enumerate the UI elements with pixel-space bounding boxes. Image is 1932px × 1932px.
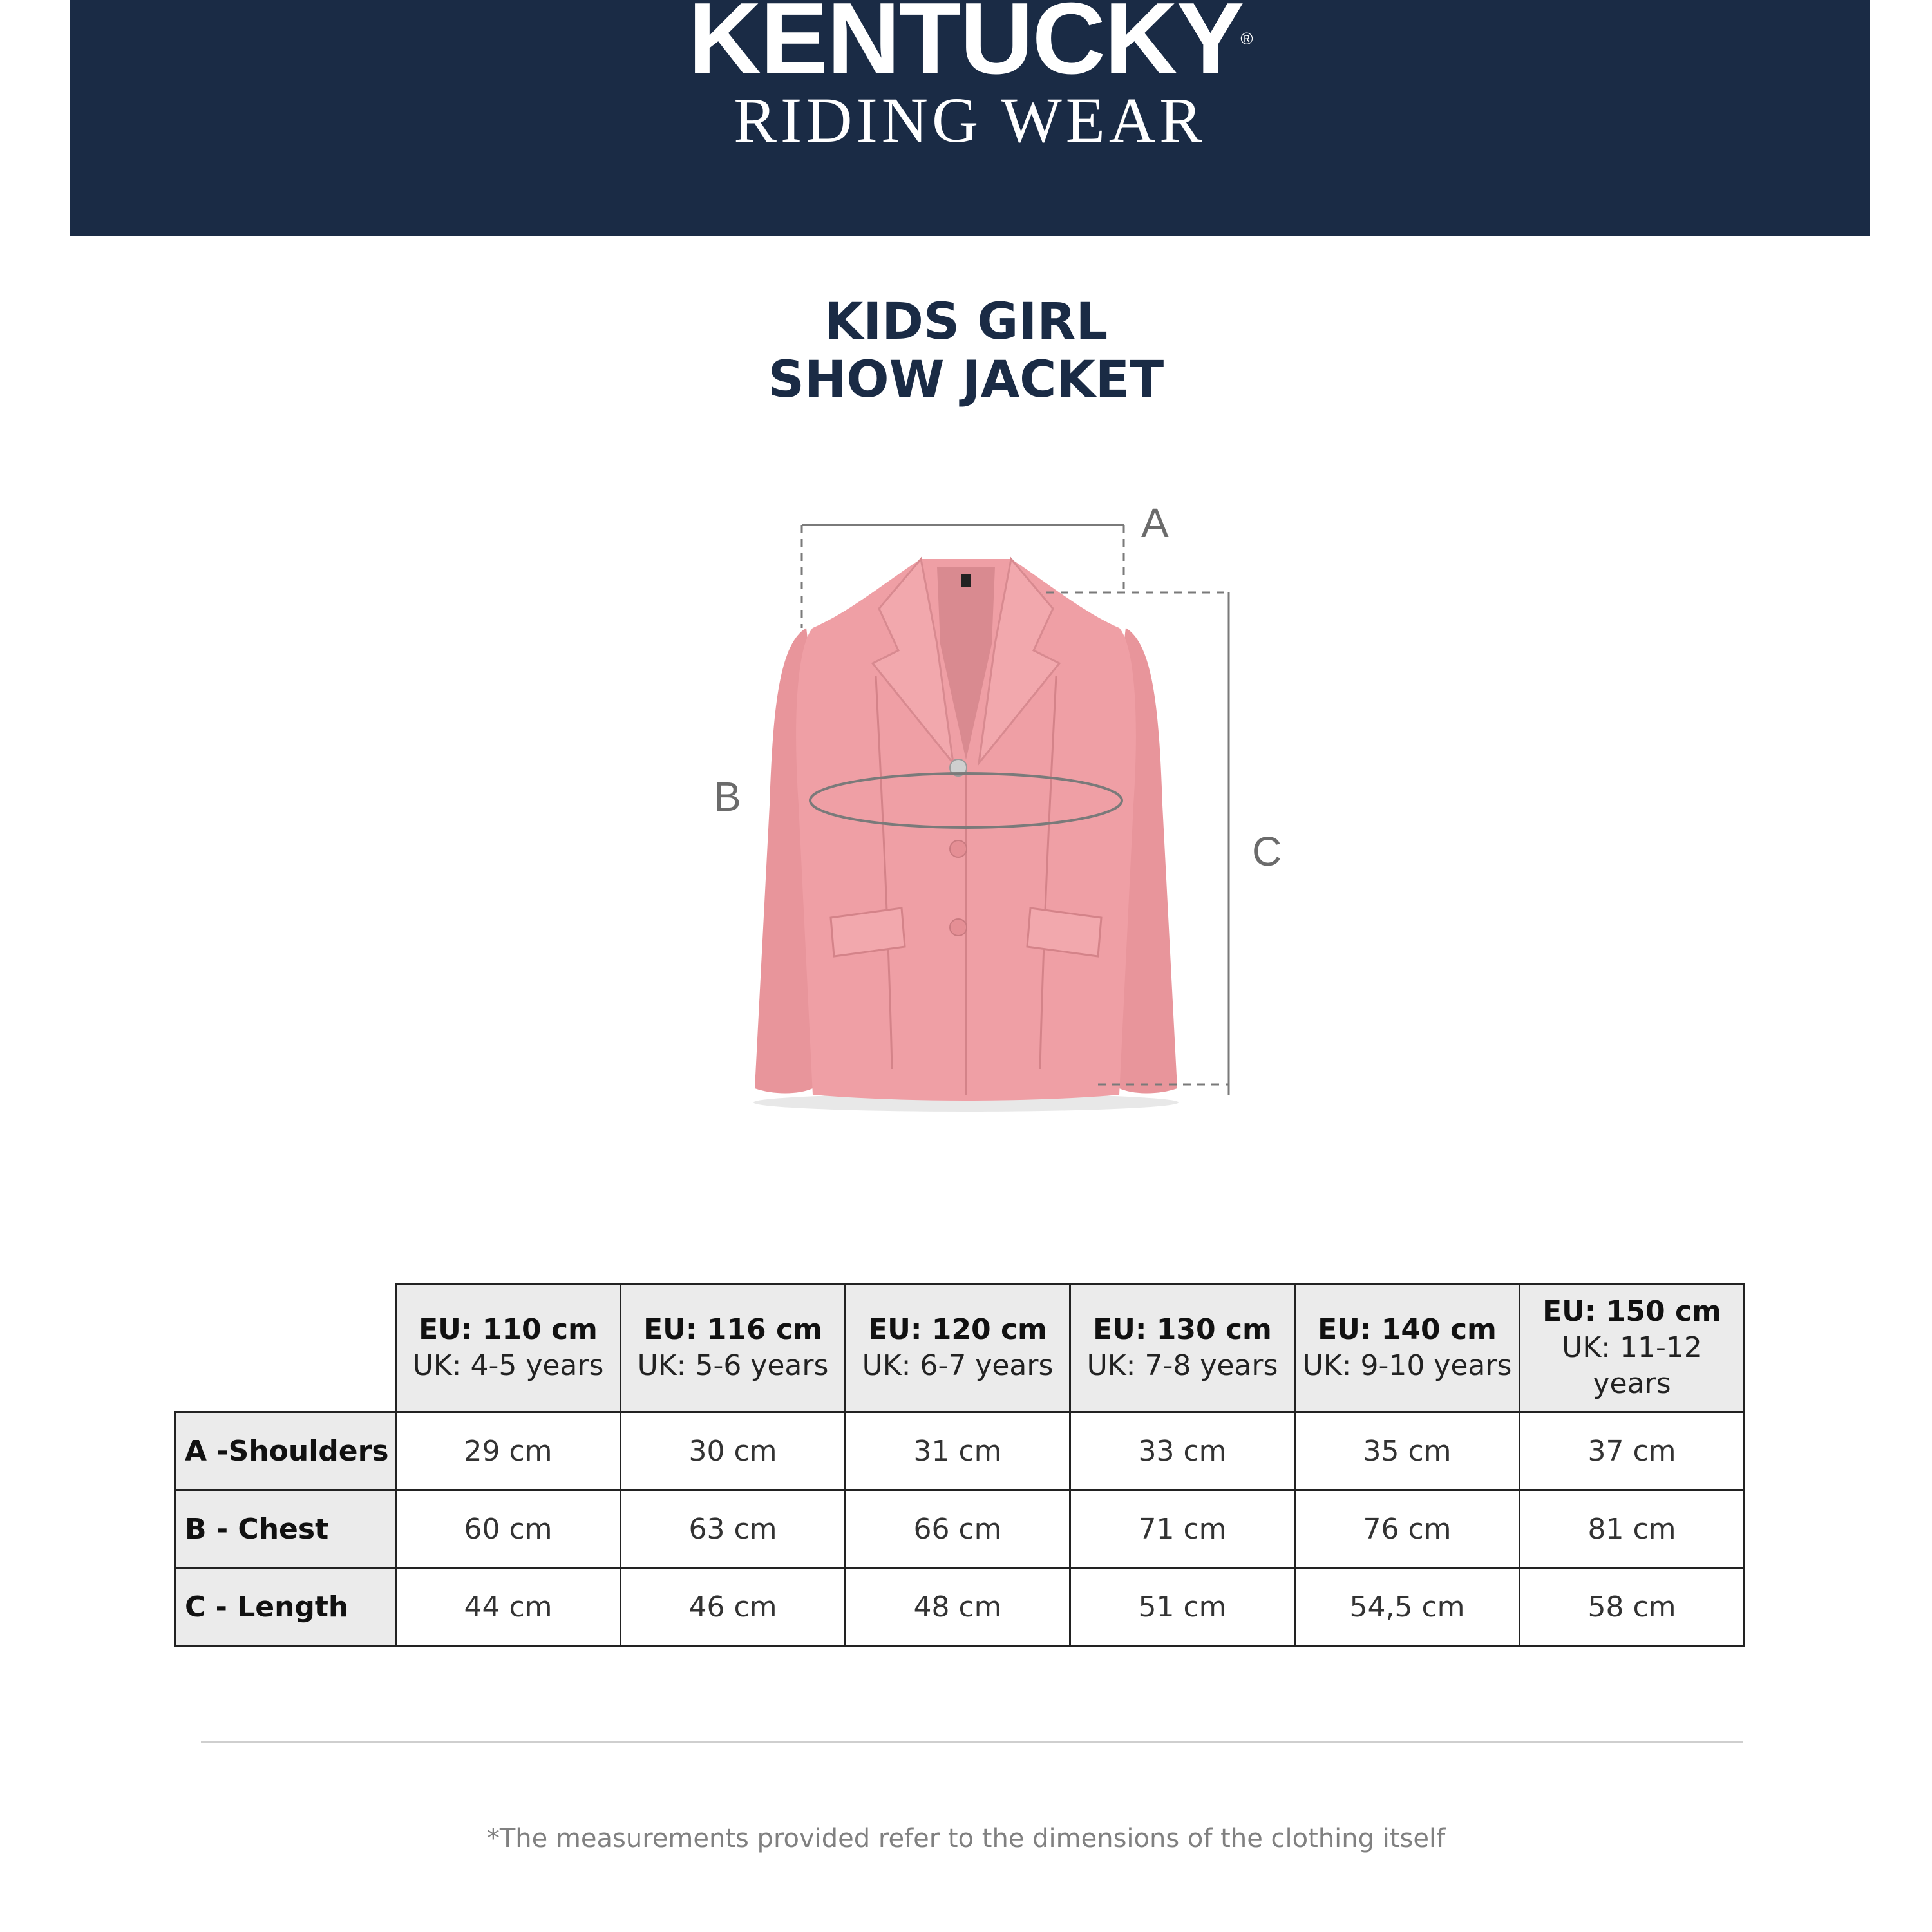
table-cell: 44 cm bbox=[396, 1568, 621, 1646]
table-cell: 63 cm bbox=[621, 1490, 846, 1568]
label-a: A bbox=[1141, 500, 1169, 546]
size-header bbox=[1520, 1284, 1745, 1412]
size-header-eu: EU: 120 cm bbox=[868, 1313, 1047, 1346]
brand-tagline: RIDING WEAR bbox=[734, 84, 1206, 156]
size-header bbox=[1070, 1284, 1295, 1412]
table-cell: 48 cm bbox=[846, 1568, 1070, 1646]
row-label-shoulders: A -Shoulders bbox=[175, 1412, 396, 1490]
divider bbox=[201, 1741, 1743, 1743]
size-header bbox=[1295, 1284, 1520, 1412]
jacket-illustration bbox=[753, 559, 1179, 1112]
table-row bbox=[175, 1490, 1745, 1568]
size-header-eu: EU: 110 cm bbox=[419, 1313, 598, 1346]
size-header-eu: EU: 150 cm bbox=[1542, 1295, 1721, 1328]
label-b: B bbox=[714, 773, 741, 820]
table-cell: 51 cm bbox=[1070, 1568, 1295, 1646]
label-c: C bbox=[1252, 828, 1282, 875]
size-header-uk: UK: 11-12 years bbox=[1562, 1331, 1702, 1400]
table-cell: 35 cm bbox=[1295, 1412, 1520, 1490]
size-header-eu: EU: 140 cm bbox=[1318, 1313, 1497, 1346]
brand-name: KENTUCKY bbox=[688, 0, 1244, 95]
table-cell: 76 cm bbox=[1295, 1490, 1520, 1568]
table-cell: 29 cm bbox=[396, 1412, 621, 1490]
table-cell: 46 cm bbox=[621, 1568, 846, 1646]
table-cell: 66 cm bbox=[846, 1490, 1070, 1568]
size-header-uk: UK: 6-7 years bbox=[862, 1349, 1054, 1382]
page-title-line2: SHOW JACKET bbox=[768, 351, 1164, 409]
size-header-uk: UK: 9-10 years bbox=[1302, 1349, 1512, 1382]
size-header-uk: UK: 5-6 years bbox=[637, 1349, 829, 1382]
size-header-eu: EU: 130 cm bbox=[1093, 1313, 1272, 1346]
table-cell: 60 cm bbox=[396, 1490, 621, 1568]
table-cell: 58 cm bbox=[1520, 1568, 1745, 1646]
table-cell: 37 cm bbox=[1520, 1412, 1745, 1490]
table-row bbox=[175, 1412, 1745, 1490]
table-cell: 33 cm bbox=[1070, 1412, 1295, 1490]
table-cell: 71 cm bbox=[1070, 1490, 1295, 1568]
table-corner bbox=[175, 1284, 396, 1412]
table-cell: 54,5 cm bbox=[1295, 1568, 1520, 1646]
registered-mark: ® bbox=[1240, 29, 1252, 48]
size-header bbox=[621, 1284, 846, 1412]
table-cell: 81 cm bbox=[1520, 1490, 1745, 1568]
size-header-uk: UK: 7-8 years bbox=[1086, 1349, 1278, 1382]
row-label-chest: B - Chest bbox=[175, 1490, 396, 1568]
table-row bbox=[175, 1568, 1745, 1646]
footnote: *The measurements provided refer to the dimensions of the clothing itself bbox=[486, 1824, 1446, 1853]
table-cell: 30 cm bbox=[621, 1412, 846, 1490]
size-header-uk: UK: 4-5 years bbox=[412, 1349, 604, 1382]
table-cell: 31 cm bbox=[846, 1412, 1070, 1490]
size-chart-table bbox=[174, 1283, 1745, 1647]
row-label-length: C - Length bbox=[175, 1568, 396, 1646]
size-header bbox=[396, 1284, 621, 1412]
table-header-row bbox=[175, 1284, 1745, 1412]
size-header bbox=[846, 1284, 1070, 1412]
size-header-eu: EU: 116 cm bbox=[643, 1313, 822, 1346]
page-title-line1: KIDS GIRL bbox=[824, 293, 1108, 351]
